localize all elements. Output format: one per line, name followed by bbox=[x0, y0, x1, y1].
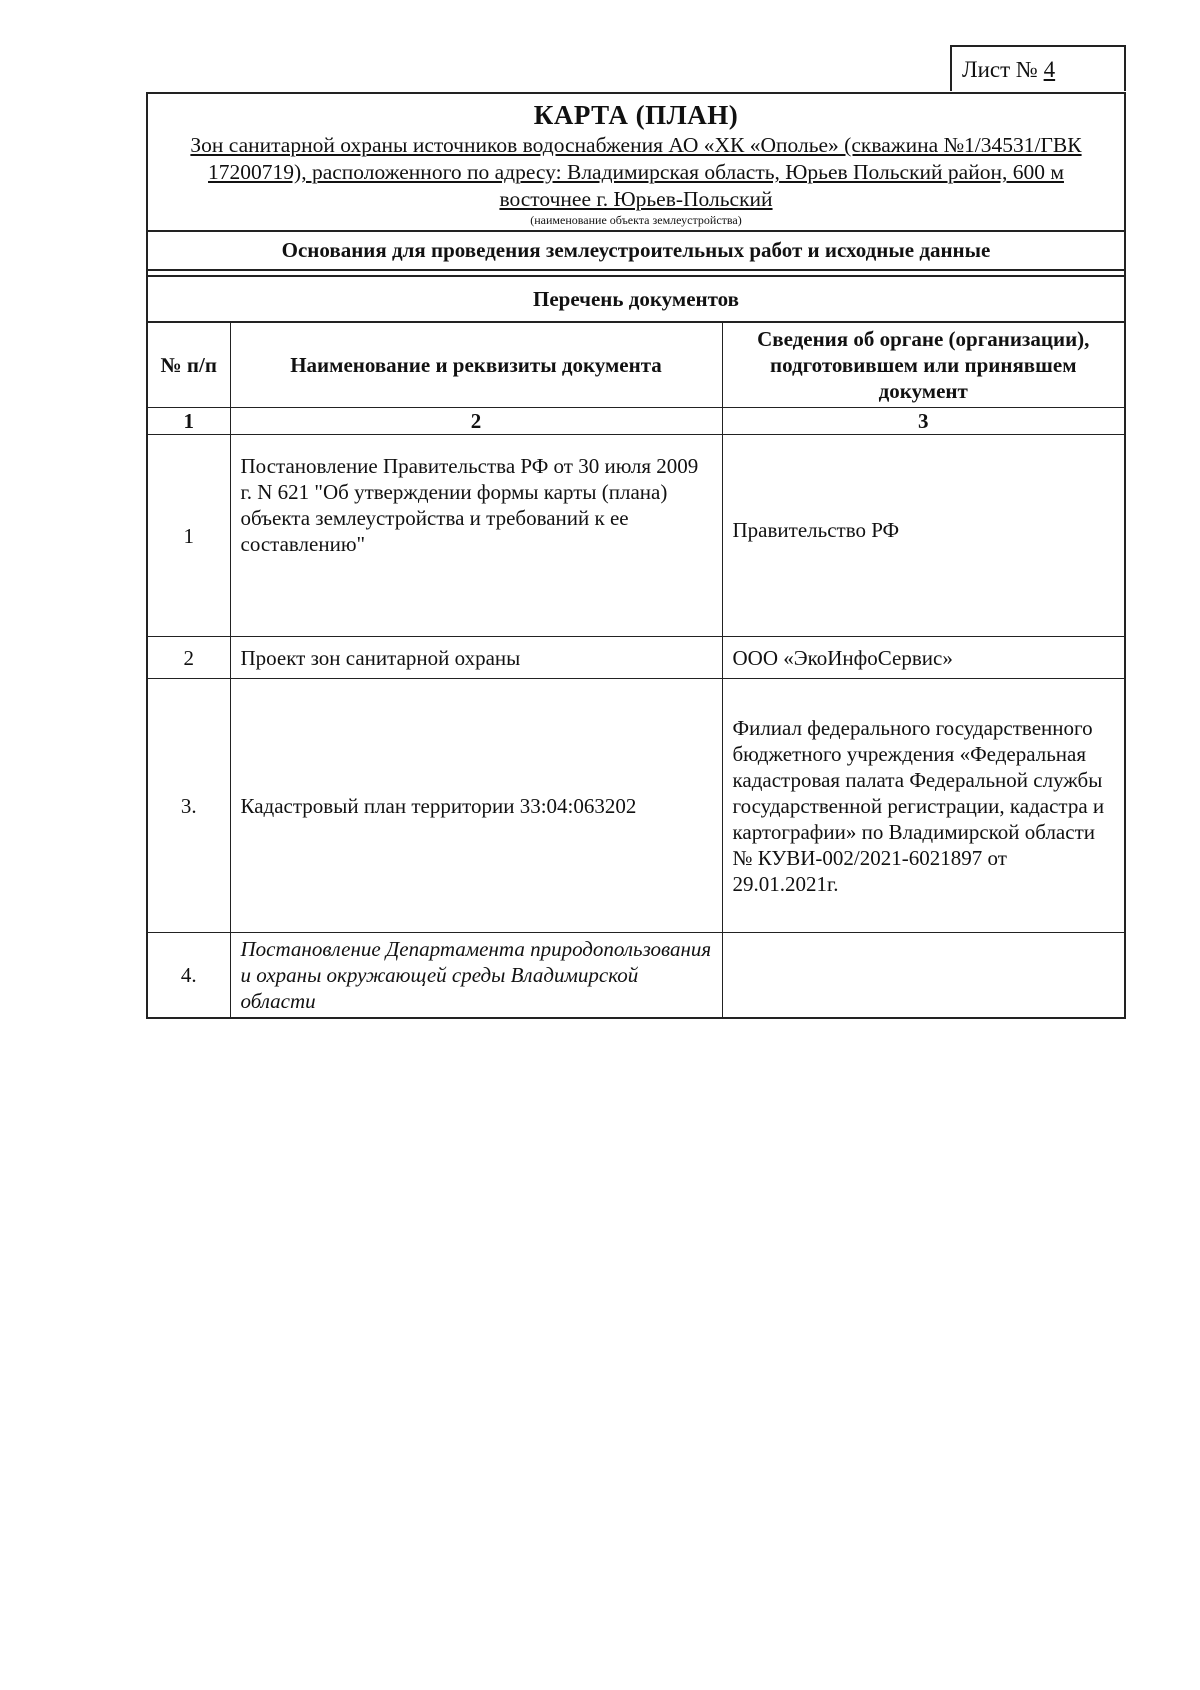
table-header-row bbox=[148, 323, 1124, 408]
document-name: Проект зон санитарной охраны bbox=[230, 637, 722, 679]
header-number: № п/п bbox=[148, 323, 230, 408]
object-name-caption: (наименование объекта землеустройства) bbox=[530, 213, 742, 227]
document-name: Постановление Правительства РФ от 30 июля 2009 г. N 621 "Об утверждении формы карты (плана) объекта землеустройства и требований к ее составлению" bbox=[230, 435, 722, 637]
object-name: Зон санитарной охраны источников водоснабжения АО «ХК «Ополье» (скважина №1/34531/ГВК 17200719), расположенного по адресу: Владимирская область, Юрьев Польский район, 600 м восточнее г. Юрьев-Польский bbox=[190, 133, 1082, 211]
document-frame bbox=[146, 92, 1126, 1019]
sheet-label: Лист № bbox=[962, 57, 1038, 82]
document-organization bbox=[722, 933, 1124, 1017]
document-title: КАРТА (ПЛАН) bbox=[533, 100, 739, 130]
row-number: 3. bbox=[148, 679, 230, 933]
document-name: Кадастровый план территории 33:04:063202 bbox=[230, 679, 722, 933]
row-number: 2 bbox=[148, 637, 230, 679]
documents-heading: Перечень документов bbox=[148, 277, 1124, 323]
row-number: 1 bbox=[148, 435, 230, 637]
table-row bbox=[148, 435, 1124, 637]
row-number: 4. bbox=[148, 933, 230, 1017]
document-organization: Правительство РФ bbox=[722, 435, 1124, 637]
header-document-name: Наименование и реквизиты документа bbox=[230, 323, 722, 408]
column-number: 2 bbox=[230, 408, 722, 435]
table-row bbox=[148, 637, 1124, 679]
header-organization: Сведения об органе (организации), подготовившем или принявшем документ bbox=[722, 323, 1124, 408]
column-number: 1 bbox=[148, 408, 230, 435]
title-block bbox=[148, 94, 1124, 232]
column-number-row bbox=[148, 408, 1124, 435]
sheet-number: 4 bbox=[1043, 57, 1056, 82]
document-name: Постановление Департамента природопользования и охраны окружающей среды Владимирской области bbox=[230, 933, 722, 1017]
table-row bbox=[148, 933, 1124, 1017]
document-organization: Филиал федерального государственного бюджетного учреждения «Федеральная кадастровая палата Федеральной службы государственной регистрации, кадастра и картографии» по Владимирской области № КУВИ-002/2021-6021897 от 29.01.2021г. bbox=[722, 679, 1124, 933]
column-number: 3 bbox=[722, 408, 1124, 435]
sheet-number-box bbox=[950, 45, 1126, 91]
table-row bbox=[148, 679, 1124, 933]
documents-table bbox=[148, 323, 1124, 1017]
document-organization: ООО «ЭкоИнфоСервис» bbox=[722, 637, 1124, 679]
basis-heading: Основания для проведения землеустроительных работ и исходные данные bbox=[148, 232, 1124, 271]
